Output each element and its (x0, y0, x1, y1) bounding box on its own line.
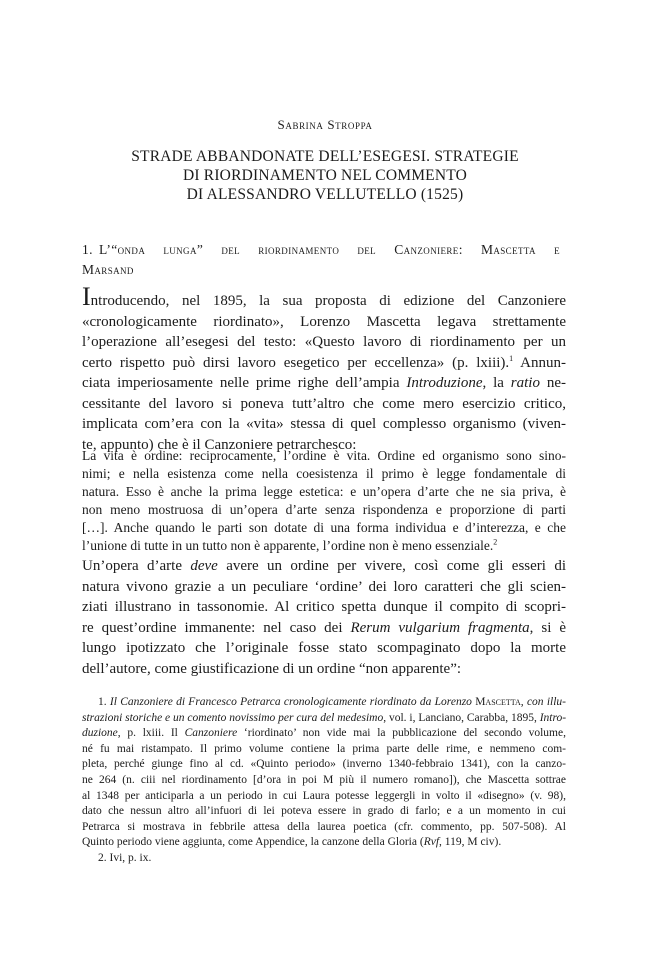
text-span: certo rispetto può dirsi lavoro esegetico per eccellenza» (p. lxiii). (82, 354, 510, 371)
title-line: DI RIORDINAMENTO NEL COMMENTO (182, 167, 468, 184)
footnote-line (82, 835, 566, 851)
text-span: , vol. i, Lanciano, Carabba, 1895, (383, 711, 540, 724)
footnotes (82, 695, 566, 867)
text-line: te, appunto) che è il Canzoniere petrarchesco: (82, 436, 357, 453)
text-span: Un’opera d’arte (82, 558, 191, 574)
text-span: , 119, M civ). (439, 836, 502, 849)
italic-text: Il Canzoniere di Francesco Petrarca cronologicamente riordinato da Lorenzo (109, 696, 476, 708)
text-span: l’unione di tutte in un tutto non è apparente, l’ordine non è meno essenziale. (82, 538, 494, 554)
text-line (82, 556, 566, 577)
italic-text: Intro- (539, 711, 567, 724)
text-line (82, 282, 566, 312)
italic-text: Canzoniere (184, 727, 238, 740)
text-line: l’operazione all’esegesi del testo: «Questo lavoro di riordinamento per un (82, 334, 566, 350)
footnote-line: 2. Ivi, p. ix. (98, 851, 152, 864)
author-name: Sabrina Stroppa (277, 117, 373, 132)
block-quote (82, 447, 566, 556)
text-span: Quinto periodo viene aggiunta, come Appendice, la canzone della Gloria ( (82, 836, 424, 849)
footnote-line: dato che nessun altro all’infuori di lei poteva essere in grado di farlo; e a un momento in cui (82, 805, 566, 818)
text-line (82, 353, 566, 374)
italic-text: ratio (510, 375, 540, 391)
italic-text: strazioni storiche e un comento novissimo per cura del medesimo (82, 711, 384, 724)
quote-line: La vita è ordine: reciprocamente, l’ordine è vita. Ordine ed organismo sono sino- (82, 448, 566, 463)
text-line: cessitante del lavoro si poneva tutt’altro che come mero esercizio critico, (82, 395, 566, 412)
footnote-line: pleta, perché giunge fino al cd. «Quinto periodo» (inverno 1340-febbraio 1341), con la canzo- (82, 758, 566, 771)
text-line: natura vivono grazie a un peculiare ‘ordine’ dei loro caratteri che gli scien- (82, 578, 566, 595)
text-line (82, 373, 566, 394)
text-span: Annun- (513, 354, 567, 371)
section-title-text: L’“onda lunga” del riordinamento del Canzoniere: Mascetta e (98, 242, 560, 257)
footnote-line: né fu mai ristampato. Il primo volume contiene la prima parte delle rime, e nemmeno com- (82, 742, 566, 755)
text-line: «cronologicamente riordinato», Lorenzo Mascetta legava strettamente (82, 313, 566, 330)
footnote-line: al 1348 per anticiparla a un periodo in cui Laura potesse leggergli in volto il «disegno» (v. 98), (82, 789, 566, 802)
text-span: ciata imperiosamente nelle prime righe dell’ampia (82, 375, 407, 391)
text-span: avere un ordine per vivere, così come gli esseri di (217, 558, 566, 574)
text-span: ‘riordinato’ non vide mai la pubblicazione del secondo volume, (237, 727, 566, 740)
text-span: , si è (529, 619, 566, 636)
title-line: STRADE ABBANDONATE DELL’ESEGESI. STRATEGIE (131, 148, 519, 165)
section-heading-line: Marsand (82, 261, 134, 277)
quote-line: […]. Anche quando le parti son dotate di una forma individua e d’interezza, e che (82, 520, 566, 536)
footnote-line: ne 264 (n. ciii nel riordinamento [d’ora in poi M più il numero romano]), che Mascetta sottrae (82, 773, 566, 786)
footnote-line: Petrarca si mostrava in febbrile attesa della laurea poetica (cfr. commento, pp. 507-508). Al (82, 820, 566, 833)
italic-text: duzione (82, 727, 118, 740)
text-span: , la (482, 375, 511, 391)
footnote-line (82, 726, 566, 742)
text-span: re quest’ordine immanente: nel caso dei (82, 619, 351, 636)
text-line: ziati illustrano in tassonomie. Al critico spetta dunque il compito di scopri- (82, 599, 566, 615)
italic-text: Rerum vulgarium fragmenta (350, 619, 530, 636)
italic-text: Introduzione (406, 375, 483, 391)
text-span: ne- (539, 375, 566, 391)
footnote-ref: 1 (509, 353, 514, 363)
quote-line: non meno mostruosa di un’opera d’arte senza rispondenza e proporzione di parti (82, 502, 566, 518)
body-paragraph-2 (82, 556, 566, 679)
text-span: , p. lxiii. Il (117, 727, 185, 740)
quote-line: natura. Esso è anche la prima legge estetica: e un’opera d’arte che ne sia priva, è (82, 484, 566, 500)
italic-text: , con illu- (520, 696, 566, 708)
footnote-number: 1. (98, 696, 110, 708)
title-line: DI ALESSANDRO VELLUTELLO (1525) (186, 186, 464, 203)
text-span: ntroducendo, nel 1895, la sua proposta di edizione del Canzoniere (90, 293, 566, 309)
section-heading-line (82, 240, 560, 260)
footnote-line (82, 695, 566, 711)
article-title (0, 147, 650, 204)
text-line: dell’autore, come giustificazione di un ordine “non apparente”: (82, 660, 462, 677)
text-line (82, 618, 566, 639)
italic-text: deve (190, 558, 218, 574)
quote-line: nimi; e nella esistenza come nella coesistenza il primo è legge fondamentale di (82, 466, 566, 482)
footnote-line (82, 711, 566, 727)
small-caps-text: Mascetta (475, 696, 521, 708)
section-heading (82, 240, 560, 279)
footnote-ref: 2 (493, 537, 498, 547)
text-line: implicata com’era con la «vita» stessa di quel complesso organismo (viven- (82, 416, 566, 432)
text-line: lungo ipotizzato che l’originale fosse stato scompaginato dopo la morte (82, 640, 566, 656)
body-paragraph-1 (82, 282, 567, 455)
section-number: 1. (82, 242, 93, 257)
italic-text: Rvf (423, 836, 440, 849)
drop-cap: I (82, 282, 91, 311)
quote-line (82, 537, 566, 555)
